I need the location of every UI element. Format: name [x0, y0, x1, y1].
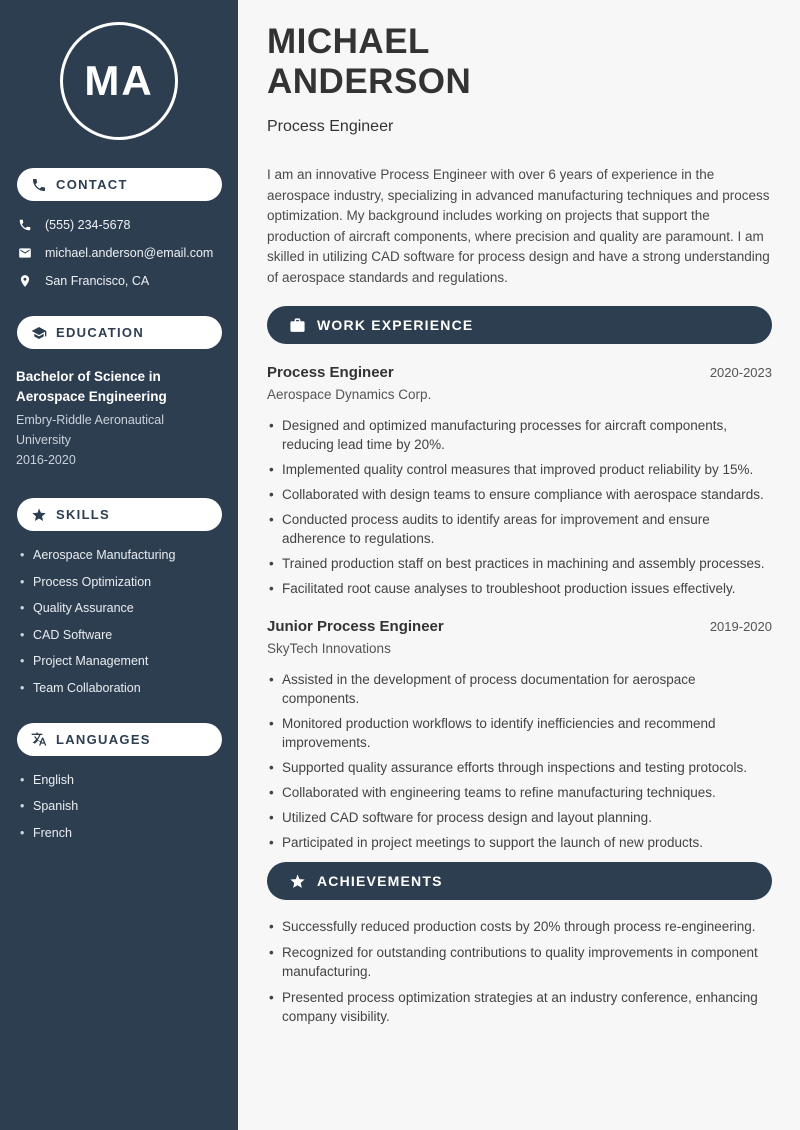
education-entry [16, 367, 222, 470]
job-dates: 2020-2023 [709, 365, 772, 380]
language-item: • English [20, 773, 222, 787]
job-bullet-list [267, 670, 772, 852]
graduation-cap-icon [31, 325, 47, 341]
job-role: Process Engineer [267, 364, 394, 381]
contact-email-value: michael.anderson@email.com [45, 246, 214, 260]
job-bullet: • Utilized CAD software for process design and layout planning. [267, 808, 772, 827]
job-company: SkyTech Innovations [267, 641, 391, 656]
skills-section-header [17, 498, 222, 531]
contact-list [0, 218, 238, 288]
job-company: Aerospace Dynamics Corp. [267, 387, 432, 402]
job-bullet: • Conducted process audits to identify areas for improvement and ensure adherence to regulations. [267, 510, 772, 548]
location-icon [18, 274, 32, 288]
job-bullet: • Trained production staff on best practices in machining and assembly processes. [267, 554, 772, 573]
candidate-name [267, 22, 772, 102]
achievement-bullet: • Successfully reduced production costs by 20% through process re-engineering. [267, 917, 772, 936]
education-section-title: EDUCATION [56, 325, 145, 340]
work-experience-section-header [267, 306, 772, 344]
briefcase-icon [289, 317, 306, 334]
contact-location-value: San Francisco, CA [45, 274, 150, 288]
main-content [238, 0, 800, 1130]
job-bullet: • Monitored production workflows to identify inefficiencies and recommend improvements. [267, 714, 772, 752]
avatar [60, 22, 178, 140]
achievement-bullet: • Presented process optimization strategies at an industry conference, enhancing company visibility. [267, 988, 772, 1026]
job-bullet: • Collaborated with engineering teams to refine manufacturing techniques. [267, 783, 772, 802]
languages-section-title: LANGUAGES [56, 731, 151, 747]
job-dates: 2019-2020 [709, 619, 772, 634]
job-bullet: • Implemented quality control measures that improved product reliability by 15%. [267, 460, 772, 479]
job-bullet: • Supported quality assurance efforts through inspections and testing protocols. [267, 758, 772, 777]
skill-item: • Quality Assurance [20, 601, 222, 615]
star-icon [289, 873, 306, 890]
name-line2: ANDERSON [267, 62, 472, 101]
skill-item: • CAD Software [20, 628, 222, 642]
job-bullet: • Assisted in the development of process documentation for aerospace components. [267, 670, 772, 708]
job-bullet: • Designed and optimized manufacturing processes for aircraft components, reducing lead time by 20%. [267, 416, 772, 454]
email-icon [18, 246, 32, 260]
language-item: • Spanish [20, 799, 222, 813]
contact-phone-value: (555) 234-5678 [45, 218, 131, 232]
job-bullet-list [267, 416, 772, 598]
job-entry [267, 364, 772, 598]
language-item: • French [20, 826, 222, 840]
summary-paragraph: I am an innovative Process Engineer with over 6 years of experience in the aerospace industry, specializing in advanced manufacturing techniques and process optimization. My background includes working on projects that support the production of aircraft components, where precision and quality are paramount. I am skilled in utilizing CAD software for process design and have a strong understanding of aerospace standards and regulations. [267, 167, 770, 285]
skill-item: • Process Optimization [20, 575, 222, 589]
job-header [267, 618, 772, 635]
achievements-section-title: ACHIEVEMENTS [317, 873, 443, 889]
job-bullet: • Collaborated with design teams to ensure compliance with aerospace standards. [267, 485, 772, 504]
name-line1: MICHAEL [267, 22, 430, 61]
education-years: 2016-2020 [16, 453, 76, 467]
education-degree: Bachelor of Science in Aerospace Engineering [16, 369, 167, 404]
skill-item: • Team Collaboration [20, 681, 222, 695]
skills-list [20, 548, 222, 695]
achievements-section-header [267, 862, 772, 900]
education-section-header [17, 316, 222, 349]
contact-section-title: CONTACT [56, 177, 128, 192]
job-entry [267, 618, 772, 852]
achievement-bullet: • Recognized for outstanding contributions to quality improvements in component manufacturing. [267, 943, 772, 981]
skill-item: • Project Management [20, 654, 222, 668]
avatar-wrap [0, 22, 238, 140]
work-experience-section-title: WORK EXPERIENCE [317, 317, 474, 333]
job-role: Junior Process Engineer [267, 618, 444, 635]
contact-row-location [0, 274, 238, 288]
avatar-initials: MA [84, 57, 154, 104]
phone-icon [31, 177, 47, 193]
job-bullet: • Facilitated root cause analyses to troubleshoot production issues effectively. [267, 579, 772, 598]
contact-row-email [0, 246, 238, 260]
candidate-job-title: Process Engineer [267, 118, 394, 135]
star-icon [31, 507, 47, 523]
languages-list [20, 773, 222, 840]
contact-section-header [17, 168, 222, 201]
skill-item: • Aerospace Manufacturing [20, 548, 222, 562]
translate-icon [31, 731, 47, 747]
job-bullet: • Participated in project meetings to support the launch of new products. [267, 833, 772, 852]
achievements-list [267, 917, 772, 1026]
languages-section-header [17, 723, 222, 756]
sidebar [0, 0, 238, 1130]
job-header [267, 364, 772, 381]
education-school: Embry-Riddle Aeronautical University [16, 413, 164, 447]
contact-row-phone [0, 218, 238, 232]
phone-icon [18, 218, 32, 232]
skills-section-title: SKILLS [56, 507, 111, 522]
